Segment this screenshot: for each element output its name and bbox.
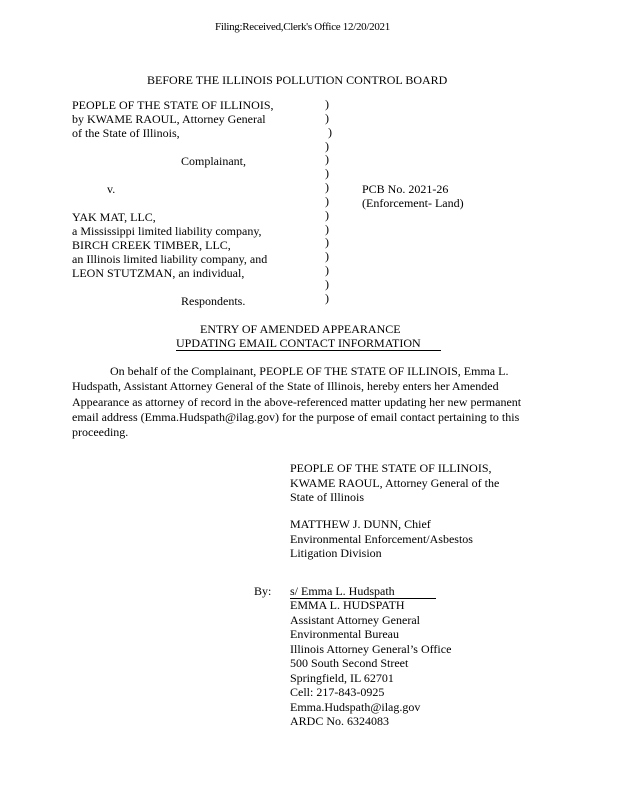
attorney-email: Emma.Hudspath@ilag.gov <box>290 699 421 714</box>
complainant-line-3: of the State of Illinois, <box>72 126 180 140</box>
paren: ) <box>325 276 329 291</box>
complainant-line-2: by KWAME RAOUL, Attorney General <box>72 112 266 126</box>
paren: ) <box>325 138 329 153</box>
e-signature: s/ Emma L. Hudspath <box>290 585 436 599</box>
attorney-street: 500 South Second Street <box>290 656 409 670</box>
party-line-3: State of Illinois <box>290 490 364 504</box>
paren: ) <box>325 290 329 305</box>
attorney-title: Assistant Attorney General <box>290 612 420 627</box>
respondents-role: Respondents. <box>181 294 246 308</box>
signature-party <box>290 461 499 505</box>
paren: ) <box>325 235 329 250</box>
filing-stamp: Filing:Received,Clerk's Office 12/20/2021 <box>215 21 390 33</box>
signature-chief <box>290 517 473 561</box>
title-underline <box>176 350 441 351</box>
case-number: PCB No. 2021-26 <box>362 182 449 196</box>
caption-paren-column <box>325 98 337 306</box>
attorney-cell: Cell: 217-843-0925 <box>290 685 385 699</box>
paren: ) <box>325 221 329 236</box>
respondent-line-4: an Illinois limited liability company, and <box>72 252 268 266</box>
chief-line-3: Litigation Division <box>290 546 382 560</box>
attorney-info <box>290 598 451 729</box>
attorney-bureau: Environmental Bureau <box>290 627 399 641</box>
case-type: (Enforcement- Land) <box>362 196 464 210</box>
paren: ) <box>325 207 329 222</box>
document-title-line-1: ENTRY OF AMENDED APPEARANCE <box>200 322 401 336</box>
document-title-line-2: UPDATING EMAIL CONTACT INFORMATION <box>176 336 421 350</box>
attorney-office: Illinois Attorney General’s Office <box>290 641 452 656</box>
respondent-line-5: LEON STUTZMAN, an individual, <box>72 266 245 280</box>
complainant-line-1: PEOPLE OF THE STATE OF ILLINOIS, <box>72 98 274 112</box>
attorney-name: EMMA L. HUDSPATH <box>290 598 405 612</box>
paren: ) <box>328 124 332 139</box>
court-heading: BEFORE THE ILLINOIS POLLUTION CONTROL BOARD <box>147 73 448 87</box>
chief-line-2: Environmental Enforcement/Asbestos <box>290 531 473 546</box>
by-label: By: <box>254 584 272 598</box>
signature-line <box>290 584 436 599</box>
party-line-2: KWAME RAOUL, Attorney General of the <box>290 475 500 490</box>
paren: ) <box>325 249 329 264</box>
paren: ) <box>325 180 329 195</box>
attorney-city: Springfield, IL 62701 <box>290 670 394 685</box>
paren: ) <box>325 166 329 181</box>
chief-line-1: MATTHEW J. DUNN, Chief <box>290 517 431 531</box>
paren: ) <box>325 193 329 208</box>
versus: v. <box>107 182 116 196</box>
paren: ) <box>325 110 329 125</box>
respondent-line-3: BIRCH CREEK TIMBER, LLC, <box>72 238 231 252</box>
party-line-1: PEOPLE OF THE STATE OF ILLINOIS, <box>290 461 492 475</box>
body-paragraph: On behalf of the Complainant, PEOPLE OF THE STATE OF ILLINOIS, Emma L. Hudspath, Assistant Attorney General of the State of Illinois, hereby enters her Amended Appearance as attorney of record in the above-referenced matter updating her new permanent email address (Emma.Hudspath@ilag.gov) for the purpose of email contact pertaining to this proceeding. <box>72 364 522 440</box>
respondent-line-1: YAK MAT, LLC, <box>72 210 156 224</box>
complainant-role: Complainant, <box>181 154 246 168</box>
attorney-ardc: ARDC No. 6324083 <box>290 714 390 728</box>
paren: ) <box>325 152 329 167</box>
paren: ) <box>325 263 329 278</box>
respondent-line-2: a Mississippi limited liability company, <box>72 224 262 238</box>
paren: ) <box>325 97 329 111</box>
